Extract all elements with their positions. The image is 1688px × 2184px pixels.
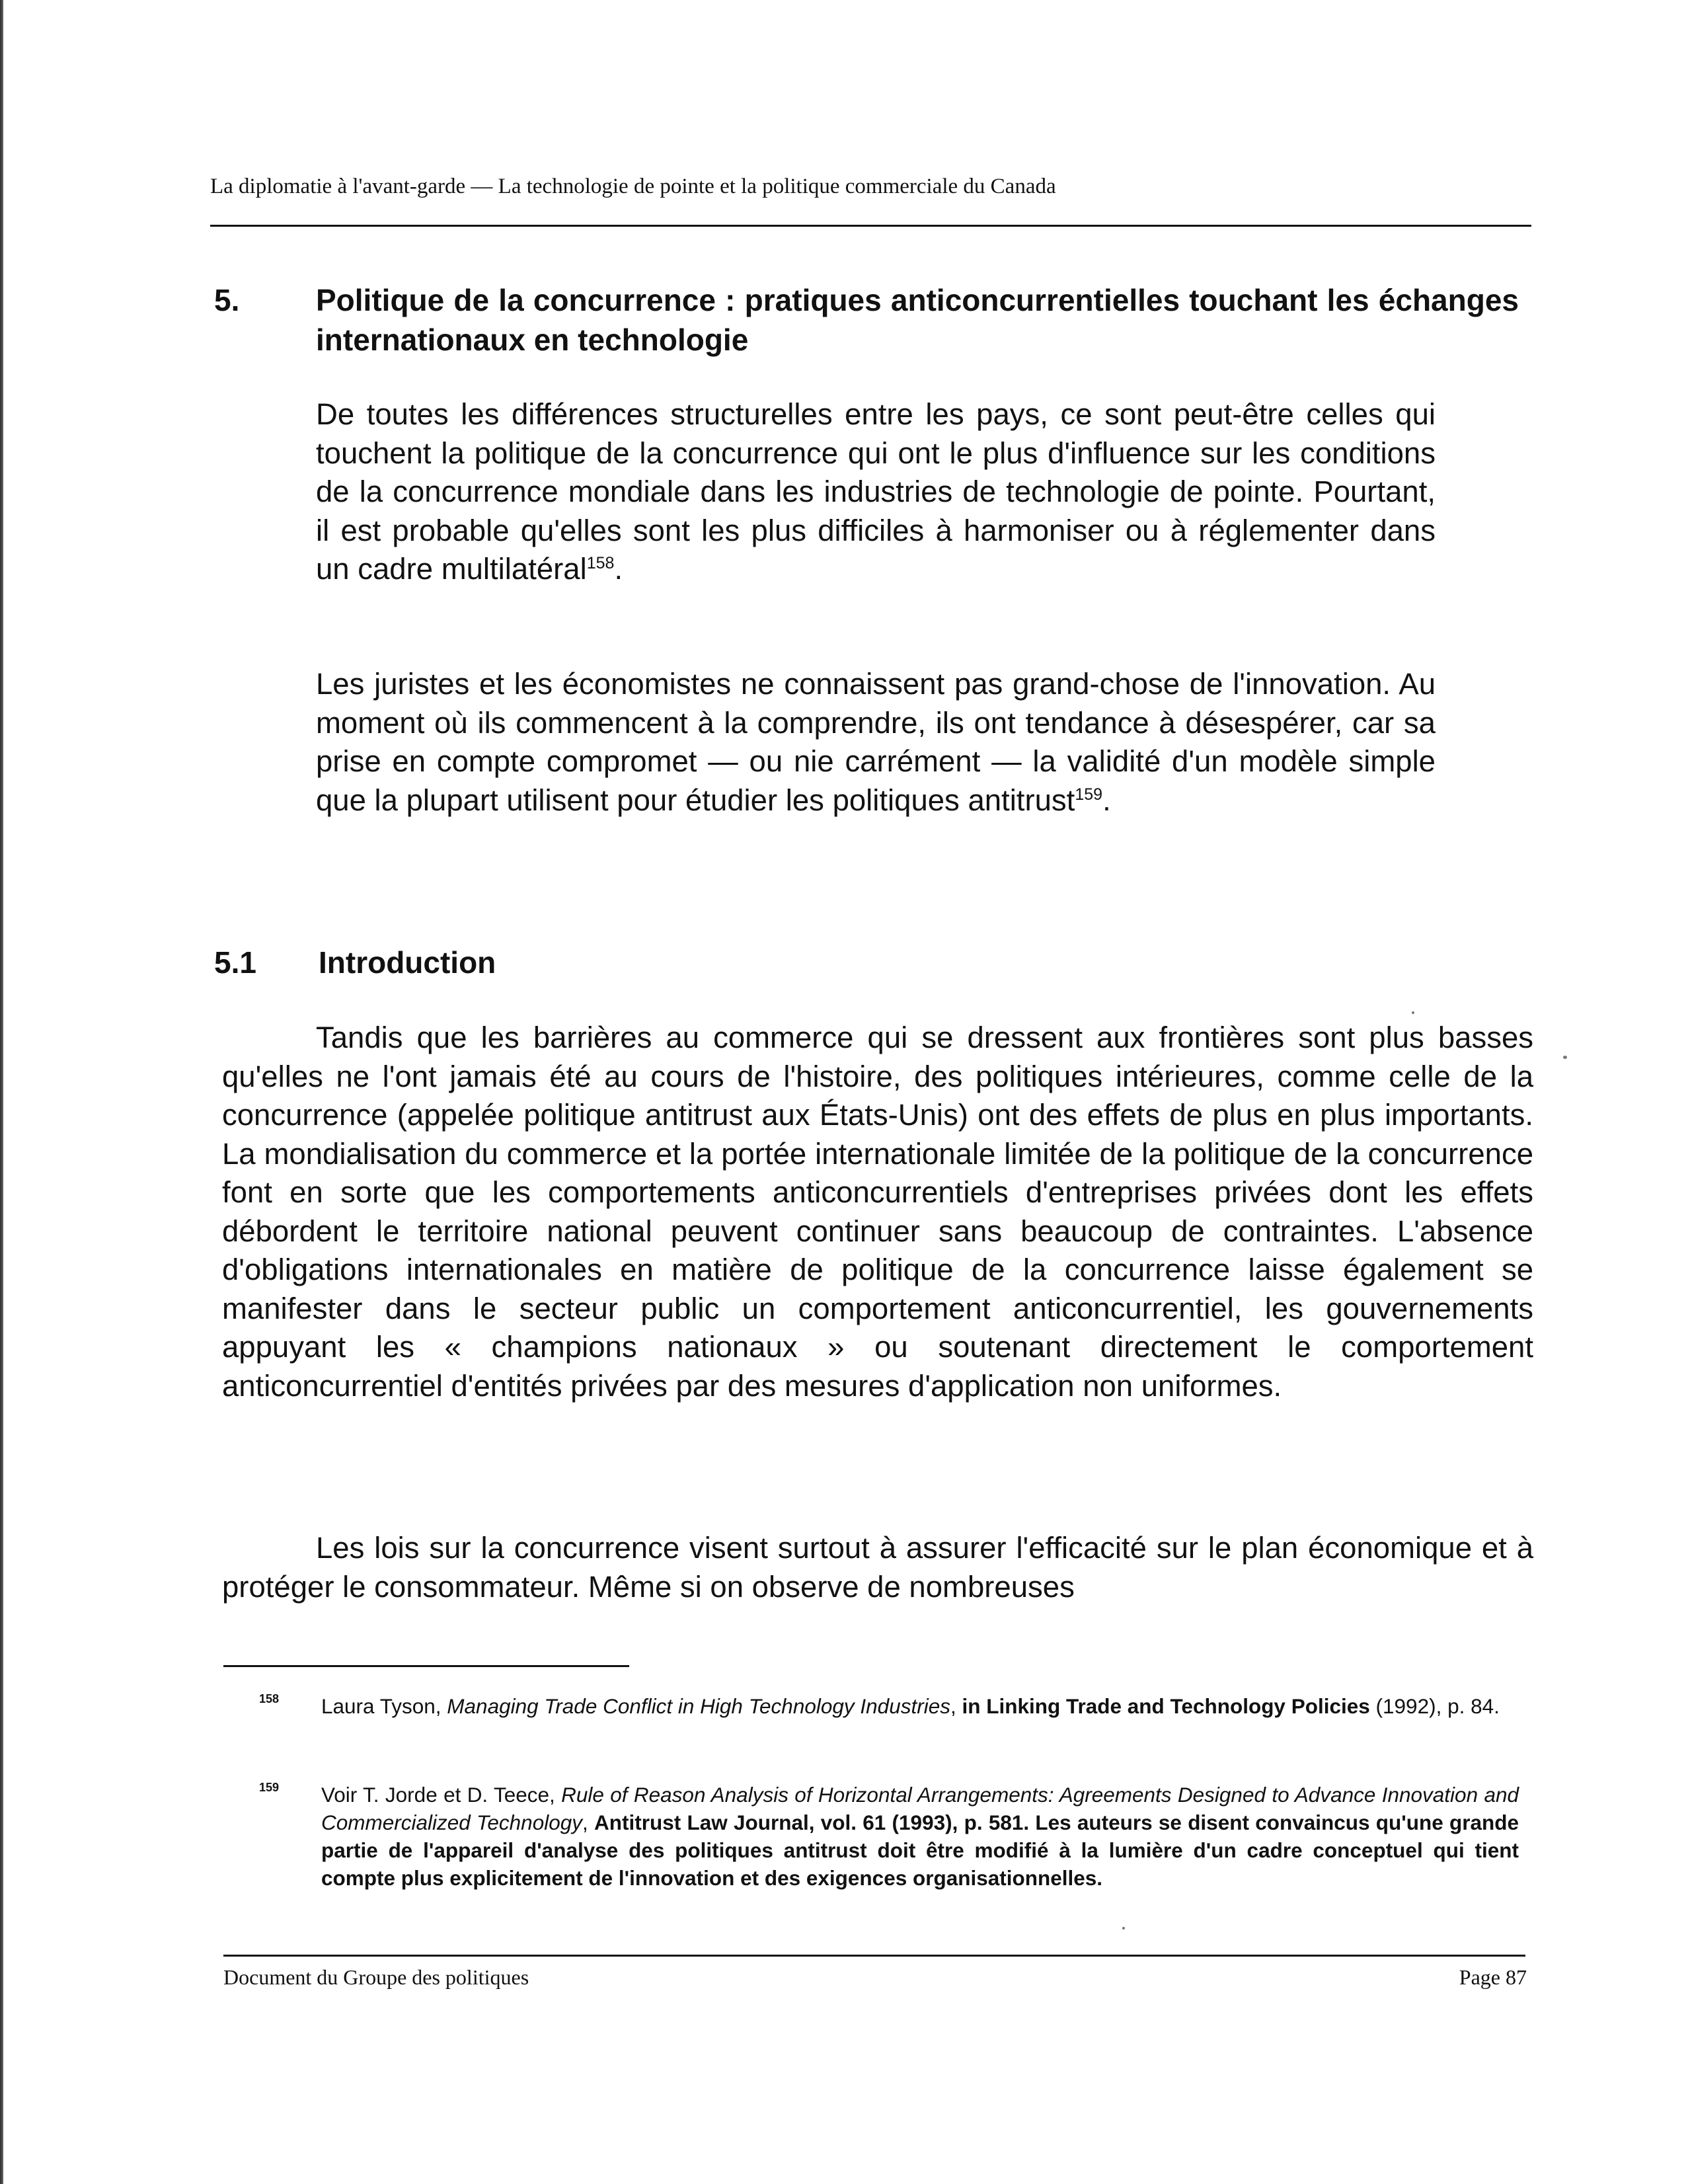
footnote-159-author: Voir T. Jorde et D. Teece, [321, 1783, 562, 1807]
footnote-159-details: , vol. 61 (1993), p. 581. Les auteurs se disent convaincus qu'une grande partie de l'appareil d'analyse des politiques antitrust doit être modifié à la lumière d'un cadre conceptuel qui tient compte plus explicitement de l'innovation et des exigences organisationnelles. [321, 1811, 1519, 1890]
scan-edge [0, 0, 3, 2184]
footnote-159-text [321, 1781, 1519, 1892]
section-5-paragraph-2-text: Les juristes et les économistes ne connaissent pas grand-chose de l'innovation. Au moment où ils commencent à la comprendre, ils ont tendance à désespérer, car sa prise en compte compromet — ou nie carrément — la validité d'un modèle simple que la plupart utilisent pour étudier les politiques antitrust [316, 667, 1436, 817]
footnote-158-number: 158 [259, 1692, 280, 1705]
footnote-159-source: Antitrust Law Journal [594, 1811, 809, 1834]
footnote-159-work-title: Rule of Reason Analysis of Horizontal Arrangements: Agreements Designed to Advance Innovation and Commercialized Technology [321, 1783, 1519, 1834]
footer-document-name: Document du Groupe des politiques [223, 1965, 529, 1989]
section-5-paragraph-2-end: . [1102, 783, 1111, 817]
section-5-paragraph-2 [316, 665, 1436, 820]
running-head: La diplomatie à l'avant-garde — La technologie de pointe et la politique commerciale du Canada [210, 175, 1056, 198]
scan-speck [1563, 1056, 1567, 1059]
footnote-158-source: in Linking Trade and Technology Policies [962, 1694, 1370, 1718]
section-5-1-title: Introduction [319, 945, 496, 980]
footnote-separator [223, 1665, 629, 1667]
footnote-158-details: (1992), p. 84. [1369, 1694, 1500, 1718]
introduction-paragraph-1: Tandis que les barrières au commerce qui se dressent aux frontières sont plus basses qu'elles ne l'ont jamais été au cours de l'histoire, des politiques intérieures, comme celle de la concurrence (appelée politique antitrust aux États-Unis) ont des effets de plus en plus importants. La mondialisation du commerce et la portée internationale limitée de la politique de la concurrence font en sorte que les comportements anticoncurrentiels d'entreprises privées dont les effets débordent le territoire national peuvent continuer sans beaucoup de contraintes. L'absence d'obligations internationales en matière de politique de la concurrence laisse également se manifester dans le secteur public un comportement anticoncurrentiel, les gouvernements appuyant les « champions nationaux » ou soutenant directement le comportement anticoncurrentiel d'entités privées par des mesures d'application non uniformes. [222, 1021, 1533, 1403]
header-rule [210, 225, 1531, 227]
footer-rule [223, 1955, 1525, 1957]
footnote-159-number: 159 [259, 1781, 280, 1794]
footnote-158-author: Laura Tyson, [321, 1694, 447, 1718]
section-5-paragraph-1-text: De toutes les différences structurelles entre les pays, ce sont peut-être celles qui touchent la politique de la concurrence qui ont le plus d'influence sur les conditions de la concurrence mondiale dans les industries de technologie de pointe. Pourtant, il est probable qu'elles sont les plus difficiles à harmoniser ou à réglementer dans un cadre multilatéral [316, 397, 1436, 586]
section-5-number: 5. [214, 283, 240, 317]
footnote-159-sep: , [582, 1811, 595, 1834]
footnote-158-work-title: Managing Trade Conflict in High Technology Industries [447, 1694, 950, 1718]
introduction-paragraph-2: Les lois sur la concurrence visent surtout à assurer l'efficacité sur le plan économique et à protéger le consommateur. Même si on observe de nombreuses [222, 1531, 1533, 1604]
scan-speck [1412, 1011, 1414, 1014]
footnote-158-text [321, 1692, 1519, 1720]
section-5-paragraph-1-end: . [614, 552, 623, 586]
footnote-ref-158: 158 [586, 553, 615, 572]
section-5-title: Politique de la concurrence : pratiques anticoncurrentielles touchant les échanges internationaux en technologie [316, 283, 1519, 357]
scan-speck [1122, 1927, 1125, 1930]
footnote-158-sep: , [950, 1694, 962, 1718]
section-5-1-number: 5.1 [214, 945, 256, 980]
section-5-paragraph-1 [316, 395, 1436, 589]
page-number: Page 87 [1459, 1965, 1527, 1989]
footnote-ref-159: 159 [1075, 785, 1103, 804]
